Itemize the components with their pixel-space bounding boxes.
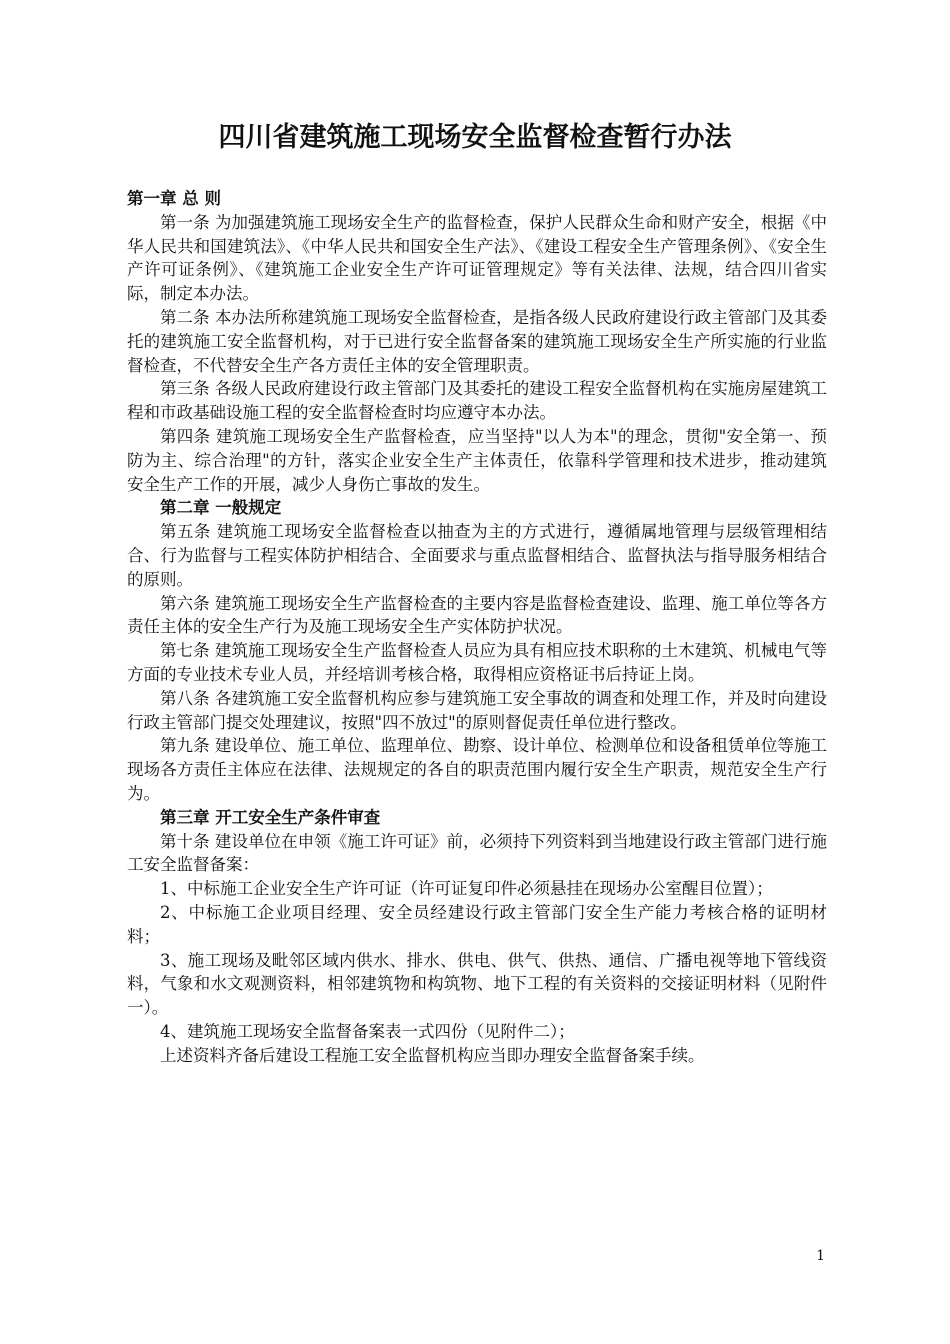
paragraph: 第二条 本办法所称建筑施工现场安全监督检查，是指各级人民政府建设行政主管部门及其委托的建筑施工安全监督机构，对于已进行安全监督备案的建筑施工现场安全生产所实施的行业监督检查，不代替安全生产各方责任主体的安全管理职责。 [127, 307, 827, 375]
paragraph: 第八条 各建筑施工安全监督机构应参与建筑施工安全事故的调查和处理工作，并及时向建设行政主管部门提交处理建议，按照"四不放过"的原则督促责任单位进行整改。 [127, 688, 827, 732]
page-number: 1 [816, 1248, 825, 1264]
paragraph: 2、中标施工企业项目经理、安全员经建设行政主管部门安全生产能力考核合格的证明材料； [127, 902, 827, 946]
paragraph: 4、建筑施工现场安全监督备案表一式四份（见附件二）； [160, 1021, 575, 1041]
paragraph: 第四条 建筑施工现场安全生产监督检查，应当坚持"以人为本"的理念，贯彻"安全第一、预防为主、综合治理"的方针，落实企业安全生产主体责任，依靠科学管理和技术进步，推动建筑安全生产工作的开展，减少人身伤亡事故的发生。 [127, 426, 827, 494]
document-body [127, 187, 827, 1067]
chapter-heading: 第一章 总 则 [127, 189, 221, 208]
paragraph: 1、中标施工企业安全生产许可证（许可证复印件必须悬挂在现场办公室醒目位置）； [160, 879, 773, 899]
paragraph: 第三条 各级人民政府建设行政主管部门及其委托的建设工程安全监督机构在实施房屋建筑工程和市政基础设施工程的安全监督检查时均应遵守本办法。 [127, 379, 827, 423]
paragraph: 第一条 为加强建筑施工现场安全生产的监督检查，保护人民群众生命和财产安全，根据《中华人民共和国建筑法》、《中华人民共和国安全生产法》、《建设工程安全生产管理条例》、《安全生产许可证条例》、《建筑施工企业安全生产许可证管理规定》等有关法律、法规，结合四川省实际，制定本办法。 [127, 212, 827, 304]
chapter-heading: 第二章 一般规定 [160, 498, 282, 518]
document-title: 四川省建筑施工现场安全监督检查暂行办法 [218, 122, 732, 153]
paragraph: 3、施工现场及毗邻区域内供水、排水、供电、供气、供热、通信、广播电视等地下管线资料，气象和水文观测资料，相邻建筑物和构筑物、地下工程的有关资料的交接证明材料（见附件一）。 [127, 950, 827, 1018]
paragraph: 第六条 建筑施工现场安全生产监督检查的主要内容是监督检查建设、监理、施工单位等各方责任主体的安全生产行为及施工现场安全生产实体防护状况。 [127, 593, 827, 637]
paragraph: 上述资料齐备后建设工程施工安全监督机构应当即办理安全监督备案手续。 [160, 1045, 705, 1065]
paragraph: 第十条 建设单位在申领《施工许可证》前，必须持下列资料到当地建设行政主管部门进行施工安全监督备案： [127, 831, 827, 875]
paragraph: 第五条 建筑施工现场安全监督检查以抽查为主的方式进行，遵循属地管理与层级管理相结合、行为监督与工程实体防护相结合、全面要求与重点监督相结合、监督执法与指导服务相结合的原则。 [127, 522, 827, 589]
paragraph: 第九条 建设单位、施工单位、监理单位、勘察、设计单位、检测单位和设备租赁单位等施工现场各方责任主体应在法律、法规规定的各自的职责范围内履行安全生产职责，规范安全生产行为。 [127, 736, 827, 803]
paragraph: 第七条 建筑施工现场安全生产监督检查人员应为具有相应技术职称的土木建筑、机械电气等方面的专业技术专业人员，并经培训考核合格，取得相应资格证书后持证上岗。 [127, 641, 827, 684]
chapter-heading: 第三章 开工安全生产条件审查 [160, 807, 381, 827]
